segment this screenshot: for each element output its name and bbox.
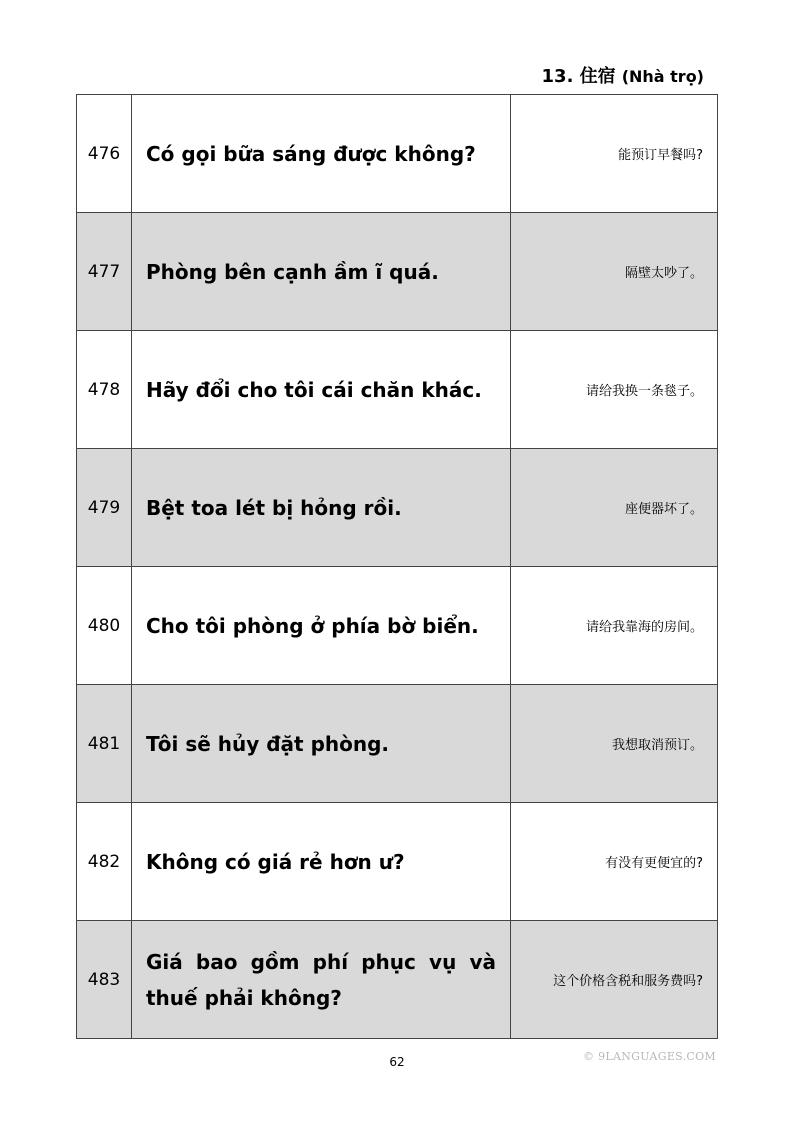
- section-title: 13. 住宿: [541, 66, 616, 87]
- phrase-vietnamese: Có gọi bữa sáng được không?: [132, 95, 511, 213]
- phrase-number: 477: [77, 213, 132, 331]
- phrase-table: [76, 94, 718, 1039]
- copyright-watermark: © 9LANGUAGES.COM: [583, 1050, 716, 1063]
- phrase-vietnamese: Tôi sẽ hủy đặt phòng.: [132, 685, 511, 803]
- phrase-vietnamese: Phòng bên cạnh ầm ĩ quá.: [132, 213, 511, 331]
- phrase-chinese: 座便器坏了。: [511, 449, 718, 567]
- page-number: 62: [389, 1055, 405, 1069]
- phrase-number: 482: [77, 803, 132, 921]
- phrase-chinese: 我想取消预订。: [511, 685, 718, 803]
- phrase-chinese: 请给我换一条毯子。: [511, 331, 718, 449]
- phrase-number: 481: [77, 685, 132, 803]
- phrase-number: 483: [77, 921, 132, 1039]
- phrase-vietnamese: Giá bao gồm phí phục vụ và thuế phải không?: [132, 921, 511, 1039]
- section-header: [542, 62, 704, 88]
- table-row: [77, 567, 718, 685]
- phrase-vietnamese: Hãy đổi cho tôi cái chăn khác.: [132, 331, 511, 449]
- phrase-number: 479: [77, 449, 132, 567]
- phrase-chinese: 请给我靠海的房间。: [511, 567, 718, 685]
- table-row: [77, 921, 718, 1039]
- phrase-chinese: 能预订早餐吗?: [511, 95, 718, 213]
- phrase-number: 478: [77, 331, 132, 449]
- phrase-chinese: 这个价格含税和服务费吗?: [511, 921, 718, 1039]
- table-row: [77, 95, 718, 213]
- phrase-chinese: 有没有更便宜的?: [511, 803, 718, 921]
- table-row: [77, 213, 718, 331]
- phrase-number: 480: [77, 567, 132, 685]
- table-row: [77, 449, 718, 567]
- phrase-vietnamese: Không có giá rẻ hơn ư?: [132, 803, 511, 921]
- table-row: [77, 331, 718, 449]
- phrase-number: 476: [77, 95, 132, 213]
- table-row: [77, 803, 718, 921]
- phrase-vietnamese: Bệt toa lét bị hỏng rồi.: [132, 449, 511, 567]
- section-subtitle: (Nhà trọ): [621, 67, 704, 86]
- phrase-chinese: 隔壁太吵了。: [511, 213, 718, 331]
- phrase-vietnamese: Cho tôi phòng ở phía bờ biển.: [132, 567, 511, 685]
- table-row: [77, 685, 718, 803]
